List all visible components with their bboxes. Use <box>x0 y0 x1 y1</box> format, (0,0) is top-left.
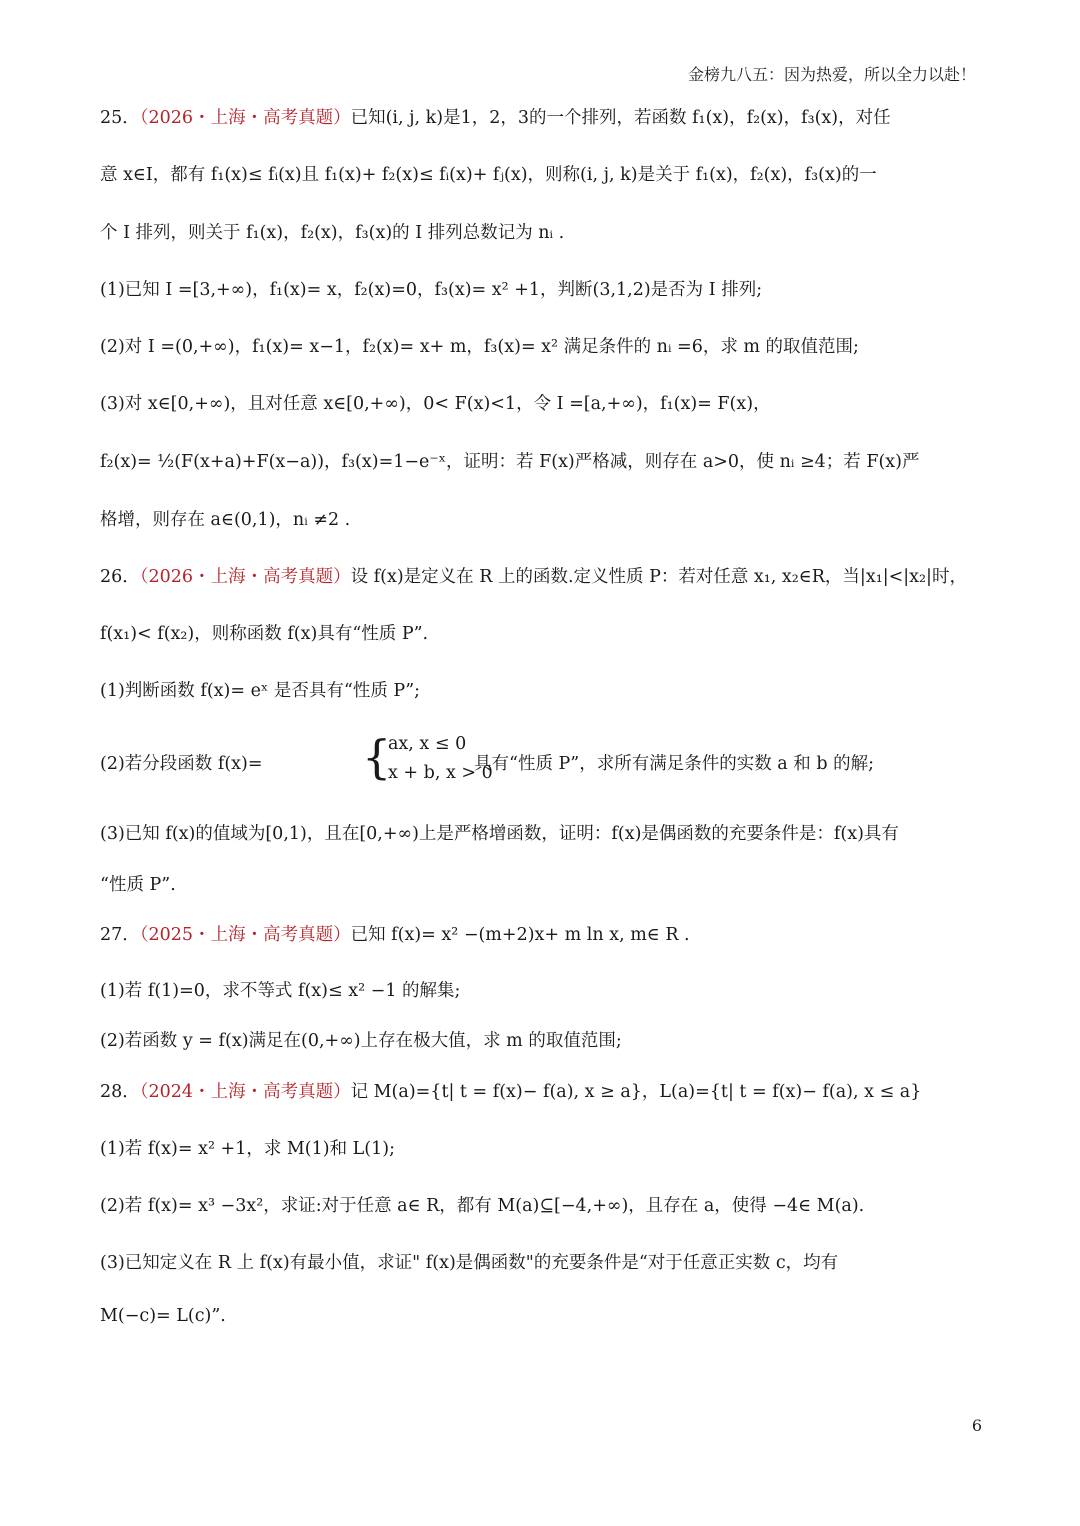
brace-icon: { <box>362 730 392 784</box>
subquestion-3: (3)对 x∈[0,+∞)，且对任意 x∈[0,+∞)，0< F(x)<1，令 I =[a,+∞)，f₁(x)= F(x)， <box>100 394 771 414</box>
page-number: 6 <box>971 1416 982 1435</box>
problem-text: 意 x∈I，都有 f₁(x)≤ fᵢ(x)且 f₁(x)+ f₂(x)≤ fᵢ(x)+ fⱼ(x)，则称(i, j, k)是关于 f₁(x)，f₂(x)，f₃(x)的一 <box>100 165 877 185</box>
subquestion-3-cont: f₂(x)= ½(F(x+a)+F(x−a))，f₃(x)=1−e⁻ˣ，证明：若 F(x)严格减，则存在 a>0，使 nᵢ ≥4；若 F(x)严 <box>100 452 920 472</box>
problem-27-line-1 <box>100 921 990 946</box>
subquestion-1: (1)已知 I =[3,+∞)，f₁(x)= x，f₂(x)=0，f₃(x)= x² +1，判断(3,1,2)是否为 I 排列; <box>100 280 763 300</box>
piecewise-case-2: x + b, x > 0 <box>388 763 493 783</box>
problem-25-line-1 <box>100 104 990 129</box>
problem-source: （2026・上海・高考真题） <box>139 567 351 587</box>
problem-text: 已知(i, j, k)是1，2，3的一个排列，若函数 f₁(x)，f₂(x)，f₃(x)，对任 <box>350 108 891 128</box>
subquestion-2: (2)若函数 y = f(x)满足在(0,+∞)上存在极大值，求 m 的取值范围; <box>100 1031 622 1051</box>
subquestion-1: (1)若 f(x)= x² +1，求 M(1)和 L(1); <box>100 1139 395 1159</box>
subquestion-2-tail: 具有“性质 P”，求所有满足条件的实数 a 和 b 的解; <box>474 754 875 774</box>
subquestion-3-cont: 格增，则存在 a∈(0,1)，nᵢ ≠2 . <box>100 510 351 530</box>
problem-source: （2024・上海・高考真题） <box>139 1082 351 1102</box>
subquestion-2: (2)对 I =(0,+∞)，f₁(x)= x−1，f₂(x)= x+ m，f₃(x)= x² 满足条件的 nᵢ =6，求 m 的取值范围; <box>100 337 859 357</box>
problem-text: f(x₁)< f(x₂)，则称函数 f(x)具有“性质 P”. <box>100 624 429 644</box>
problem-source: （2025・上海・高考真题） <box>139 925 351 945</box>
subquestion-3: (3)已知定义在 R 上 f(x)有最小值，求证" f(x)是偶函数"的充要条件是“对于任意正实数 c，均有 <box>100 1253 839 1273</box>
subquestion-2: (2)若 f(x)= x³ −3x²，求证:对于任意 a∈ R，都有 M(a)⊆[−4,+∞)，且存在 a，使得 −4∈ M(a). <box>100 1196 865 1216</box>
problem-text: 设 f(x)是定义在 R 上的函数.定义性质 P：若对任意 x₁, x₂∈R，当|x₁|<|x₂|时， <box>350 567 967 587</box>
problem-source: （2026・上海・高考真题） <box>139 108 351 128</box>
subquestion-3-cont: M(−c)= L(c)”. <box>100 1306 226 1326</box>
problem-26-line-1 <box>100 563 990 588</box>
subquestion-1: (1)判断函数 f(x)= eˣ 是否具有“性质 P”; <box>100 681 421 701</box>
problem-number: 26． <box>100 567 140 587</box>
header-slogan: 金榜九八五：因为热爱，所以全力以赴！ <box>687 65 976 84</box>
subquestion-2-label: (2)若分段函数 f(x)= <box>100 754 263 774</box>
subquestion-2-piecewise <box>100 730 990 790</box>
problem-text: 记 M(a)={t| t = f(x)− f(a), x ≥ a}，L(a)={t| t = f(x)− f(a), x ≤ a} <box>350 1082 922 1102</box>
problem-number: 25． <box>100 108 140 128</box>
subquestion-3-cont: “性质 P”. <box>100 875 176 895</box>
problem-number: 27． <box>100 925 140 945</box>
problem-text: 已知 f(x)= x² −(m+2)x+ m ln x, m∈ R . <box>350 925 690 945</box>
subquestion-3: (3)已知 f(x)的值域为[0,1)，且在[0,+∞)上是严格增函数，证明：f(x)是偶函数的充要条件是：f(x)具有 <box>100 824 899 844</box>
problem-number: 28． <box>100 1082 140 1102</box>
subquestion-1: (1)若 f(1)=0，求不等式 f(x)≤ x² −1 的解集; <box>100 981 461 1001</box>
problem-text: 个 I 排列，则关于 f₁(x)，f₂(x)，f₃(x)的 I 排列总数记为 nᵢ . <box>100 223 565 243</box>
piecewise-case-1: ax, x ≤ 0 <box>388 734 467 754</box>
problem-28-line-1 <box>100 1078 990 1103</box>
